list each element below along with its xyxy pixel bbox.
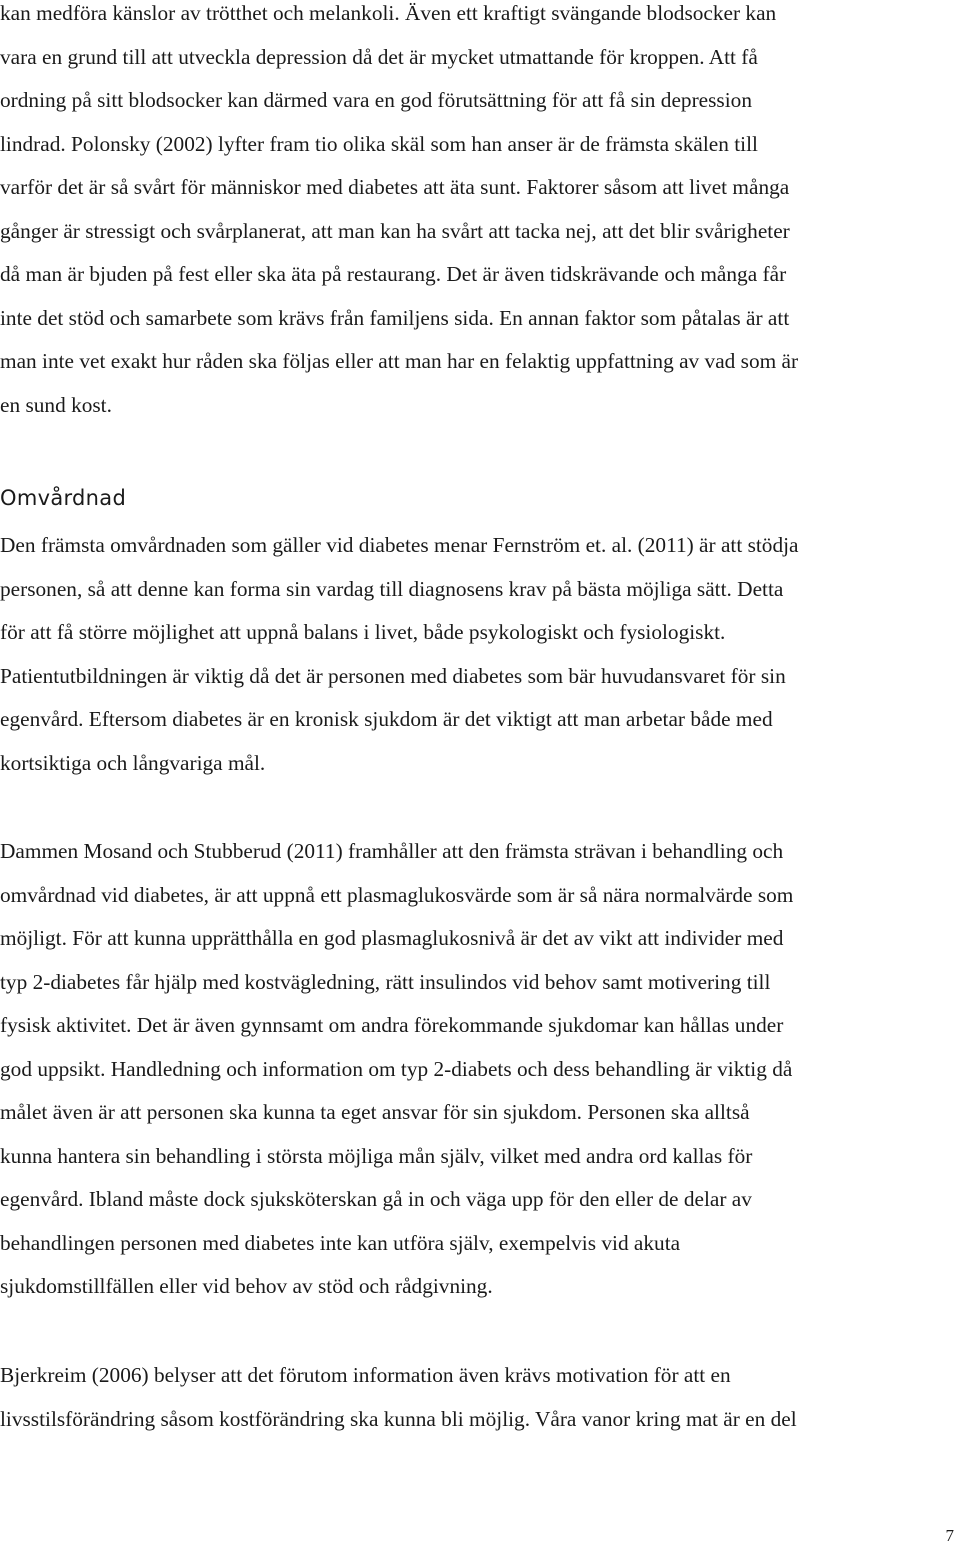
text-line: för att få större möjlighet att uppnå balans i livet, både psykologiskt och fysiologiskt. — [0, 620, 726, 644]
text-line: omvårdnad vid diabetes, är att uppnå ett plasmaglukosvärde som är så nära normalvärde som — [0, 882, 794, 907]
paragraph-motivation — [0, 1354, 960, 1441]
text-line: sjukdomstillfällen eller vid behov av stöd och rådgivning. — [0, 1274, 493, 1298]
page-number: 7 — [945, 1526, 954, 1545]
paragraph-care — [0, 524, 960, 785]
text-line: Den främsta omvårdnaden som gäller vid diabetes menar Fernström et. al. (2011) är att stödja — [0, 533, 799, 557]
text-line: god uppsikt. Handledning och information om typ 2-diabets och dess behandling är viktig då — [0, 1056, 793, 1081]
paragraph-treatment — [0, 830, 960, 1309]
text-line: ordning på sitt blodsocker kan därmed vara en god förutsättning för att få sin depression — [0, 88, 752, 112]
text-line: kan medföra känslor av trötthet och melankoli. Även ett kraftigt svängande blodsocker kan — [0, 1, 777, 25]
paragraph-depression-diet — [0, 0, 960, 427]
text-line: personen, så att denne kan forma sin vardag till diagnosens krav på bästa möjliga sätt. Detta — [0, 576, 784, 601]
text-line: då man är bjuden på fest eller ska äta på restaurang. Det är även tidskrävande och många får — [0, 262, 787, 286]
text-line: lindrad. Polonsky (2002) lyfter fram tio olika skäl som han anser är de främsta skälen till — [0, 131, 758, 156]
text-line: inte det stöd och samarbete som krävs från familjens sida. En annan faktor som påtalas är att — [0, 305, 790, 330]
text-line: man inte vet exakt hur råden ska följas eller att man har en felaktig uppfattning av vad som är — [0, 349, 799, 373]
text-line: möjligt. För att kunna upprätthålla en god plasmaglukosnivå är det av vikt att individer med — [0, 926, 784, 950]
text-line: egenvård. Eftersom diabetes är en kronisk sjukdom är det viktigt att man arbetar både med — [0, 707, 773, 731]
text-line: egenvård. Ibland måste dock sjuksköterskan gå in och väga upp för den eller de delar av — [0, 1187, 752, 1211]
text-line: fysisk aktivitet. Det är även gynnsamt om andra förekommande sjukdomar kan hållas under — [0, 1013, 784, 1037]
text-line: målet även är att personen ska kunna ta eget ansvar för sin sjukdom. Personen ska alltså — [0, 1100, 750, 1124]
text-line: kunna hantera sin behandling i största möjliga mån själv, vilket med andra ord kallas för — [0, 1143, 753, 1168]
section-heading: Omvårdnad — [0, 486, 127, 510]
text-line: Bjerkreim (2006) belyser att det förutom information även krävs motivation för att en — [0, 1363, 731, 1387]
text-line: varför det är så svårt för människor med diabetes att äta sunt. Faktorer såsom att livet många — [0, 175, 790, 199]
text-line: kortsiktiga och långvariga mål. — [0, 750, 266, 775]
text-line: typ 2-diabetes får hjälp med kostvägledning, rätt insulindos vid behov samt motivering till — [0, 969, 771, 994]
text-line: vara en grund till att utveckla depression då det är mycket utmattande för kroppen. Att få — [0, 44, 758, 69]
text-line: livsstilsförändring såsom kostförändring ska kunna bli möjlig. Våra vanor kring mat är en del — [0, 1406, 797, 1431]
text-line: Dammen Mosand och Stubberud (2011) framhåller att den främsta strävan i behandling och — [0, 839, 784, 863]
text-line: behandlingen personen med diabetes inte kan utföra själv, exempelvis vid akuta — [0, 1230, 681, 1255]
text-line: gånger är stressigt och svårplanerat, att man kan ha svårt att tacka nej, att det blir svårigheter — [0, 218, 790, 243]
text-line: Patientutbildningen är viktig då det är personen med diabetes som bär huvudansvaret för sin — [0, 663, 786, 688]
text-line: en sund kost. — [0, 392, 112, 417]
